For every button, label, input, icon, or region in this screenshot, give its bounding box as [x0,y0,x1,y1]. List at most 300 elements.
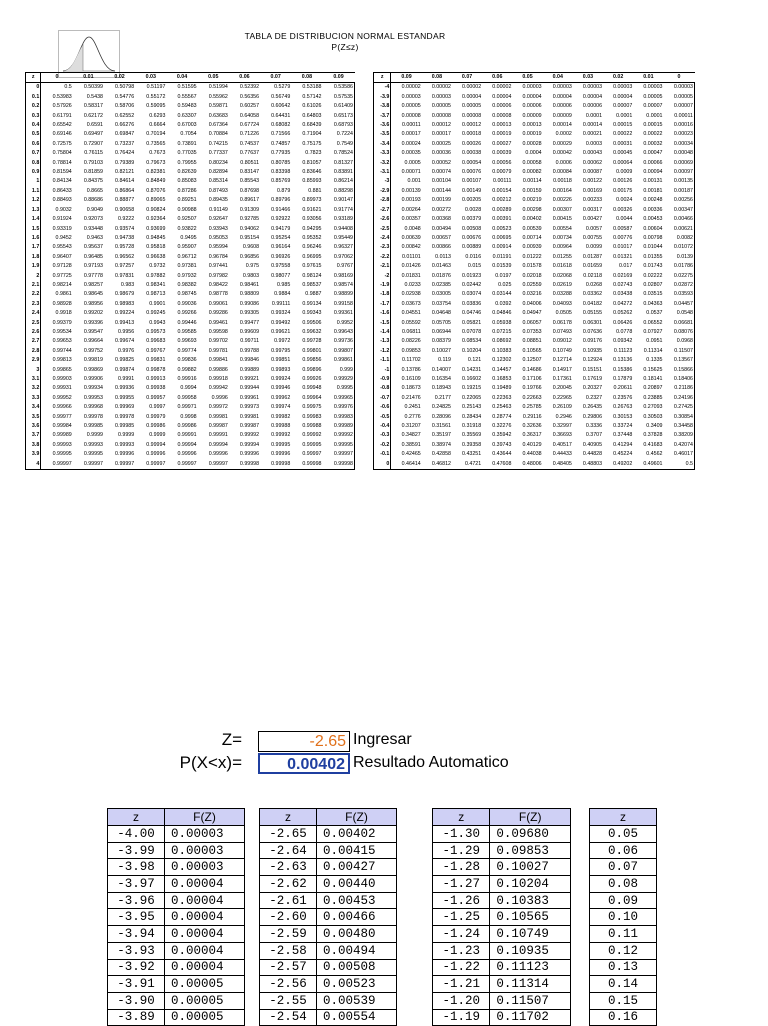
probability-cell: 0.37448 [613,432,633,439]
probability-cell: 0.00005 [462,103,482,110]
probability-cell: 0.20611 [613,385,633,392]
lookup-f-cell: 0.11314 [490,976,571,993]
table-row [374,225,695,234]
probability-cell: 0.00122 [582,178,603,185]
lookup-f-cell: 0.00415 [316,842,396,859]
probability-cell: 0.39743 [492,441,512,448]
lookup-row [260,909,397,926]
z-value-cell: 1 [26,177,41,186]
probability-cell: 0.9996 [211,394,228,401]
probability-cell: 0.00453 [643,216,663,223]
lookup-table-2 [259,808,397,1026]
probability-cell: 0.99994 [177,441,197,448]
probability-cell: 0.86864 [115,187,135,194]
probability-cell: 0.12302 [492,357,512,364]
probability-cell: 0.99971 [177,404,197,411]
z-value-cell: 0 [374,460,391,470]
probability-cell: 0.79955 [177,159,197,166]
probability-cell: 0.98809 [239,291,260,298]
probability-cell: 0.16602 [462,376,482,382]
z-value-cell: -2.3 [374,243,391,252]
lookup-row [590,926,657,943]
probability-cell: 0.99361 [323,309,355,318]
lookup-f-cell: 0.11702 [490,1009,571,1026]
probability-cell: 0.70884 [208,131,228,138]
probability-cell: 0.98169 [323,272,355,281]
probability-cell: 0.00126 [613,178,633,185]
probability-cell: 0.95053 [208,234,228,241]
probability-cell: 0.81057 [302,159,322,166]
probability-cell: 0.00508 [462,225,482,232]
probability-cell: 0.99158 [323,300,355,309]
probability-cell: 0.95449 [323,234,355,243]
lookup-row [108,842,245,859]
probability-cell: 0.26435 [582,404,603,411]
probability-cell: 0.01786 [664,262,695,271]
probability-cell: 0.67003 [177,122,197,129]
lookup-table-4 [589,808,657,1026]
probability-cell: 0.00035 [401,150,421,157]
probability-cell: 0.9803 [242,272,260,279]
probability-cell: 0.7549 [323,140,355,149]
probability-cell: 0.72907 [83,140,103,147]
z-value-cell: -2.7 [374,206,391,215]
z-value-cell: -3.1 [374,168,391,177]
probability-cell: 0.9943 [149,319,166,326]
probability-cell: 0.6591 [86,122,103,129]
probability-cell: 0.64058 [239,112,260,119]
lookup-f-cell: 0.00004 [164,926,244,943]
z-value-cell: -1.9 [374,281,391,290]
probability-cell: 0.00494 [431,225,451,232]
probability-cell: 0.99997 [208,460,228,467]
lookup-f-cell: 0.10204 [490,876,571,893]
probability-cell: 0.88686 [83,197,103,204]
probability-cell: 0.08851 [522,338,542,345]
probability-cell: 0.00006 [522,103,542,110]
probability-cell: 0.4562 [646,451,663,458]
lookup-z-cell: -1.27 [433,876,490,893]
probability-cell: 0.00326 [613,206,633,213]
probability-cell: 0.99936 [115,385,135,392]
table-row [374,300,695,309]
probability-cell: 0.98928 [52,300,72,307]
z-label: Z= [221,730,242,749]
probability-cell: 0.00107 [462,178,482,185]
probability-cell: 0.95818 [146,244,166,251]
probability-cell: 0.60257 [239,103,260,110]
probability-cell: 0.0002 [555,131,572,138]
probability-cell: 0.06178 [552,319,572,326]
probability-cell: 0.72575 [52,140,72,147]
lookup-row [590,909,657,926]
probability-cell: 0.00028 [522,140,542,147]
probability-cell: 0.9452 [55,234,72,241]
probability-cell: 0.99851 [271,357,291,364]
z-value-cell: -2.9 [374,187,391,196]
probability-cell: 0.7224 [323,130,355,139]
probability-cell: 0.99996 [177,451,197,458]
z-value-cell: 0 [26,83,41,93]
table-row [26,243,355,252]
lookup-header: z [590,809,657,826]
table-row [374,102,695,111]
probability-cell: 0.99987 [208,423,228,430]
probability-cell: 0.96995 [302,253,322,260]
probability-cell: 0.38209 [664,431,695,440]
probability-cell: 0.93699 [146,225,166,232]
probability-cell: 0.97441 [208,263,228,270]
probability-cell: 0.9991 [117,376,135,382]
lookup-z-cell: -4.00 [108,826,165,843]
table-row [374,460,695,470]
z-value-cell: 2.4 [26,309,41,318]
lookup-row [108,1009,245,1026]
probability-cell: 0.98537 [302,281,322,288]
lookup-z-cell: -1.29 [433,842,490,859]
probability-cell: 0.85083 [177,178,197,185]
probability-cell: 0.00017 [401,131,421,138]
probability-cell: 0.00379 [462,216,482,223]
probability-cell: 0.73565 [146,140,166,147]
probability-cell: 0.08379 [431,338,451,345]
probability-cell: 0.07493 [552,328,572,335]
probability-cell: 0.57926 [52,103,72,110]
probability-cell: 0.92785 [239,216,260,223]
table-row [374,422,695,431]
probability-cell: 0.98983 [115,300,135,307]
lookup-z-cell: -1.25 [433,909,490,926]
probability-cell: 0.00021 [582,131,603,138]
table-row [26,112,355,121]
probability-cell: 0.99924 [271,376,291,382]
probability-cell: 0.00391 [492,216,512,223]
probability-cell: 0.9999 [149,432,166,439]
probability-cell: 0.66276 [115,122,135,129]
probability-cell: 0.14007 [431,366,451,373]
probability-cell: 0.99906 [83,376,103,382]
probability-cell: 0.46812 [431,460,451,467]
lookup-row [433,926,571,943]
z-value-cell: -0.2 [374,441,391,450]
z-value-cell: -3.4 [374,140,391,149]
probability-note: Resultado Automatico [353,754,509,771]
table-row [26,375,355,384]
probability-cell: 0.99795 [271,347,291,354]
probability-cell: 0.91924 [52,216,72,223]
table-row [374,159,695,168]
probability-cell: 0.93189 [323,215,355,224]
table-row [26,460,355,470]
probability-cell: 0.99961 [239,394,260,401]
probability-cell: 0.99962 [271,394,291,401]
lookup-z-cell: 0.16 [590,1009,657,1026]
z-value-cell: 0.2 [26,102,41,111]
probability-cell: 0.99938 [146,385,166,392]
lookup-row [260,826,397,843]
probability-cell: 0.119 [438,357,451,364]
probability-cell: 0.89617 [239,197,260,204]
z-value-cell: -1.2 [374,347,391,356]
probability-cell: 0.18943 [431,385,451,392]
probability-cell: 0.10204 [462,347,482,354]
probability-cell: 0.81327 [323,159,355,168]
z-value-cell: -0.8 [374,384,391,393]
probability-cell: 0.99801 [302,347,322,354]
lookup-f-cell: 0.00554 [316,1009,396,1026]
probability-cell: 0.015 [467,263,482,270]
probability-cell: 0.09176 [582,338,603,345]
probability-cell: 0.20045 [552,385,572,392]
probability-cell: 0.5 [64,84,72,91]
probability-cell: 0.99653 [52,338,72,345]
probability-cell: 0.99997 [115,460,135,467]
probability-cell: 0.84614 [115,178,135,185]
probability-cell: 0.71226 [239,131,260,138]
probability-cell: 0.00013 [522,122,542,129]
probability-cell: 0.42074 [664,441,695,450]
probability-cell: 0.881 [308,187,322,194]
probability-cell: 0.00013 [492,122,512,129]
probability-cell: 0.18406 [664,375,695,384]
probability-cell: 0.00695 [492,234,512,241]
probability-cell: 0.99461 [208,319,228,326]
probability-cell: 0.00714 [522,234,542,241]
probability-cell: 0.17879 [613,376,633,382]
column-header: 0.05 [198,73,229,83]
probability-cell: 0.07636 [582,328,603,335]
probability-cell: 0.99966 [52,404,72,411]
probability-cell: 0.98713 [146,291,166,298]
lookup-z-cell: -2.65 [260,826,317,843]
table-row [26,215,355,224]
probability-cell: 0.001 [407,178,421,185]
probability-cell: 0.88298 [323,187,355,196]
probability-cell: 0.0024 [616,197,633,204]
probability-cell: 0.99988 [271,423,291,430]
probability-cell: 0.75804 [52,150,72,157]
probability-cell: 0.8665 [86,187,103,194]
probability-cell: 0.00007 [613,103,633,110]
probability-cell: 0.00038 [462,150,482,157]
z-value-cell: -2.8 [374,196,391,205]
z-value-cell: -0.1 [374,450,391,459]
lookup-row [433,842,571,859]
probability-cell: 0.15866 [664,366,695,375]
probability-cell: 0.00002 [431,84,451,91]
probability-cell: 0.99202 [83,310,103,317]
lookup-z-cell: -3.98 [108,859,165,876]
probability-cell: 0.9767 [323,262,355,271]
table-row [374,140,695,149]
normal-curve-thumbnail [58,30,120,78]
probability-cell: 0.00007 [643,103,663,110]
probability-cell: 0.08692 [492,338,512,345]
table-row [374,196,695,205]
probability-cell: 0.28774 [492,413,512,420]
probability-cell: 0.65542 [52,122,72,129]
probability-cell: 0.89435 [208,197,228,204]
probability-cell: 0.00005 [664,93,695,102]
probability-cell: 0.98956 [83,300,103,307]
table-row [26,356,355,365]
positive-z-table [25,72,355,470]
probability-cell: 0.01044 [643,244,663,251]
probability-cell: 0.99989 [323,422,355,431]
probability-cell: 0.98645 [83,291,103,298]
probability-cell: 0.57535 [323,93,355,102]
table-row [26,300,355,309]
probability-cell: 0.97882 [146,272,166,279]
probability-cell: 0.00031 [613,140,633,147]
probability-cell: 0.82894 [208,169,228,176]
z-value-cell: -1.4 [374,328,391,337]
probability-cell: 0.61409 [323,102,355,111]
lookup-row [433,1009,571,1026]
probability-cell: 0.04846 [492,310,512,317]
z-value-cell: 4 [26,460,41,470]
probability-cell: 0.48803 [582,460,603,467]
probability-cell: 0.10565 [522,347,542,354]
lookup-f-cell: 0.09680 [490,826,571,843]
table-row [374,290,695,299]
probability-cell: 0.11507 [664,347,695,356]
probability-cell: 0.9997 [149,404,166,411]
probability-cell: 0.94179 [271,225,291,232]
probability-cell: 0.94845 [146,234,166,241]
probability-cell: 0.93448 [83,225,103,232]
lookup-z-cell: 0.10 [590,909,657,926]
probability-cell: 0.00676 [462,234,482,241]
probability-cell: 0.98778 [208,291,228,298]
probability-cell: 0.9901 [149,300,166,307]
probability-cell: 0.55567 [177,93,197,100]
probability-cell: 0.99752 [83,347,103,354]
probability-cell: 0.94408 [323,225,355,234]
table-row [374,187,695,196]
z-value-cell: 1.2 [26,196,41,205]
probability-cell: 0.22965 [552,394,572,401]
table-row [374,403,695,412]
probability-cell: 0.99728 [302,338,322,345]
probability-cell: 0.01923 [462,272,482,279]
probability-cell: 0.80785 [271,159,291,166]
column-header: 0.05 [512,73,542,83]
lookup-row [433,942,571,959]
z-value-cell: 2.1 [26,281,41,290]
lookup-f-cell: 0.00003 [164,842,244,859]
z-value-cell: 0.5 [26,130,41,139]
probability-cell: 0.017 [619,263,633,270]
probability-cell: 0.98214 [52,281,72,288]
probability-cell: 0.00015 [613,122,633,129]
probability-cell: 0.00019 [492,131,512,138]
z-value-cell: -3.5 [374,130,391,139]
probability-cell: 0.01743 [643,263,663,270]
table-row [26,337,355,346]
z-value-cell: 2.7 [26,337,41,346]
probability-cell: 0.00071 [401,169,421,176]
probability-cell: 0.99774 [177,347,197,354]
probability-cell: 0.0044 [616,216,633,223]
probability-cell: 0.97982 [208,272,228,279]
z-value-cell: -3.9 [374,93,391,102]
table-row [26,366,355,375]
probability-cell: 0.97128 [52,263,72,270]
probability-cell: 0.99918 [208,376,228,382]
lookup-z-cell: 0.13 [590,959,657,976]
probability-cell: 0.99086 [239,300,260,307]
probability-cell: 0.00003 [401,93,421,100]
lookup-f-cell: 0.00539 [316,992,396,1009]
probability-cell: 0.00939 [522,244,542,251]
lookup-f-cell: 0.00508 [316,959,396,976]
probability-cell: 0.3409 [646,423,663,430]
probability-cell: 0.23576 [613,394,633,401]
probability-cell: 0.32276 [492,423,512,430]
probability-cell: 0.99993 [52,441,72,448]
z-value-cell: -3.3 [374,149,391,158]
z-value-cell: -3.2 [374,159,391,168]
probability-cell: 0.97932 [177,272,197,279]
probability-cell: 0.51595 [177,84,197,91]
column-header: 0.08 [291,73,322,83]
probability-cell: 0.00149 [462,187,482,194]
probability-cell: 0.99998 [323,460,355,470]
probability-cell: 0.91466 [271,206,291,213]
probability-cell: 0.57142 [302,93,322,100]
bell-curve-icon [59,31,119,77]
probability-cell: 0.00118 [553,178,572,185]
probability-cell: 0.50399 [83,84,103,91]
table-row [26,121,355,130]
probability-cell: 0.53983 [52,93,72,100]
probability-cell: 0.02619 [552,281,572,288]
probability-cell: 0.08226 [401,338,421,345]
lookup-row [260,892,397,909]
probability-cell: 0.00256 [664,196,695,205]
probability-cell: 0.46414 [401,460,421,467]
probability-cell: 0.99998 [271,460,291,467]
probability-cell: 0.00264 [401,206,421,213]
probability-cell: 0.60642 [271,103,291,110]
probability-cell: 0.0001 [616,112,633,119]
probability-cell: 0.99996 [208,451,228,458]
probability-cell: 0.22065 [462,394,482,401]
table-row [374,262,695,271]
probability-cell: 0.19489 [492,385,512,392]
probability-cell: 0.05155 [582,310,603,317]
probability-cell: 0.10027 [431,347,451,354]
lookup-row [260,942,397,959]
z-input[interactable]: -2.65 [258,731,350,752]
probability-cell: 0.0048 [404,225,421,232]
probability-cell: 0.96562 [115,253,135,260]
probability-cell: 0.99992 [302,432,322,439]
probability-cell: 0.07215 [492,328,512,335]
probability-cell: 0.95728 [115,244,135,251]
probability-cell: 0.00017 [431,131,451,138]
lookup-z-cell: 0.14 [590,976,657,993]
probability-cell: 0.99991 [208,432,228,439]
probability-cell: 0.56749 [271,93,291,100]
probability-cell: 0.9999 [86,432,103,439]
probability-cell: 0.31561 [431,423,451,430]
probability-cell: 0.99985 [115,423,135,430]
probability-cell: 0.10935 [582,347,603,354]
probability-cell: 0.99958 [177,394,197,401]
probability-cell: 0.42858 [431,451,451,458]
